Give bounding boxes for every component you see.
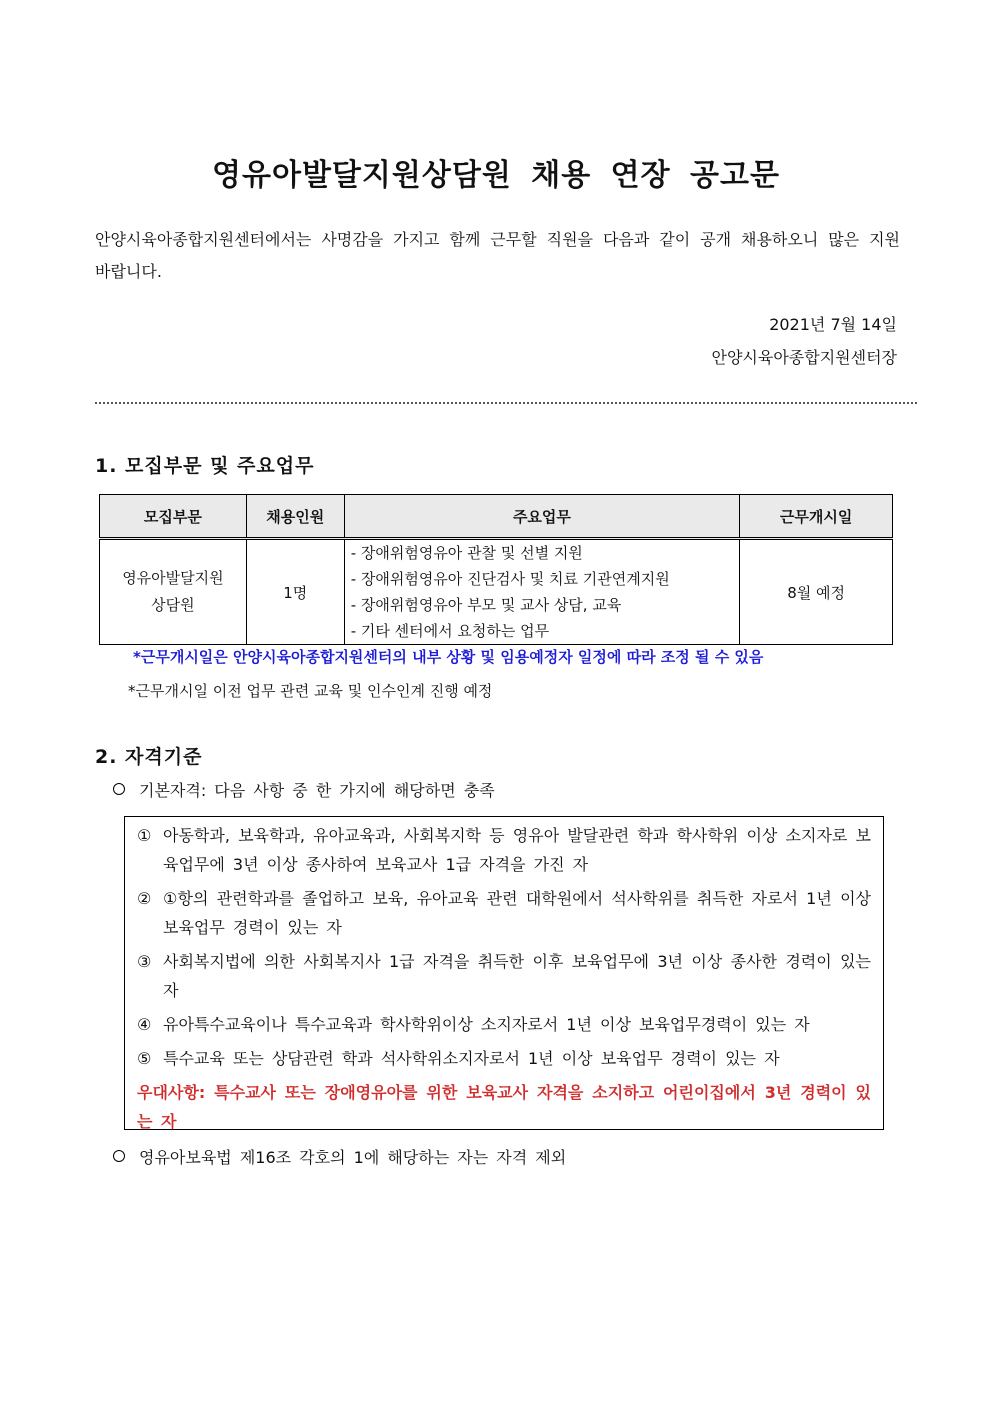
issuer-name: 안양시육아종합지원센터장: [711, 348, 897, 367]
duty-item: - 장애위험영유아 진단검사 및 치료 기관연계지원: [350, 570, 670, 588]
circle-bullet-icon: [113, 1150, 125, 1162]
circle-bullet-icon: [113, 783, 125, 795]
header-start-date: 근무개시일: [740, 495, 893, 539]
criteria-number: ②: [137, 889, 152, 908]
recruitment-table: [99, 494, 893, 645]
training-note: *근무개시일 이전 업무 관련 교육 및 인수인계 진행 예정: [128, 682, 493, 700]
duty-item: - 장애위험영유아 관찰 및 선별 지원: [350, 544, 583, 562]
criteria-item: [137, 1044, 871, 1073]
criteria-text: 유아특수교육이나 특수교육과 학사학위이상 소지자로서 1년 이상 보육업무경력이 있는 자: [163, 1015, 810, 1034]
announcement-date: 2021년 7월 14일: [769, 315, 897, 334]
exclusion-text: 영유아보육법 제16조 각호의 1에 해당하는 자는 자격 제외: [139, 1148, 567, 1167]
position-line1: 영유아발달지원: [122, 569, 224, 587]
preferred-qualification: 우대사항: 특수교사 또는 장애영유아를 위한 보육교사 자격을 소지하고 어린이집에서 3년 경력이 있는 자: [137, 1083, 871, 1131]
header-duties: 주요업무: [344, 495, 739, 539]
cell-start-date: 8월 예정: [740, 539, 893, 645]
criteria-text: ①항의 관련학과를 졸업하고 보육, 유아교육 관련 대학원에서 석사학위를 취득한 자로서 1년 이상 보육업무 경력이 있는 자: [163, 889, 871, 937]
duty-item: - 장애위험영유아 부모 및 교사 상담, 교육: [350, 596, 622, 614]
header-headcount: 채용인원: [246, 495, 344, 539]
basic-qualification-line: [113, 778, 495, 801]
position-line2: 상담원: [151, 596, 195, 614]
page-title: 영유아발달지원상담원 채용 연장 공고문: [212, 158, 780, 193]
criteria-text: 사회복지법에 의한 사회복지사 1급 자격을 취득한 이후 보육업무에 3년 이상 종사한 경력이 있는 자: [163, 952, 871, 1000]
intro-paragraph: 안양시육아종합지원센터에서는 사명감을 가지고 함께 근무할 직원을 다음과 같이 공개 채용하오니 많은 지원 바랍니다.: [95, 230, 900, 281]
criteria-number: ③: [137, 952, 152, 971]
cell-position: [100, 539, 247, 645]
criteria-number: ④: [137, 1015, 152, 1034]
header-position: 모집부문: [100, 495, 247, 539]
criteria-number: ⑤: [137, 1049, 152, 1068]
exclusion-line: [113, 1145, 566, 1168]
table-header-row: [100, 495, 893, 539]
section2-heading: 2. 자격기준: [95, 746, 203, 768]
criteria-box: [124, 816, 884, 1130]
dotted-divider: [95, 402, 917, 404]
criteria-item: [137, 1010, 871, 1039]
criteria-item: [137, 821, 871, 879]
criteria-text: 특수교육 또는 상담관련 학과 석사학위소지자로서 1년 이상 보육업무 경력이 있는 자: [163, 1049, 780, 1068]
criteria-item: [137, 884, 871, 942]
duty-item: - 기타 센터에서 요청하는 업무: [350, 622, 550, 640]
criteria-text: 아동학과, 보육학과, 유아교육과, 사회복지학 등 영유아 발달관련 학과 학사학위 이상 소지자로 보육업무에 3년 이상 종사하여 보육교사 1급 자격을 가진 자: [163, 826, 871, 874]
cell-headcount: 1명: [246, 539, 344, 645]
cell-duties: [344, 539, 739, 645]
table-row: [100, 539, 893, 645]
criteria-item: [137, 947, 871, 1005]
start-date-note: *근무개시일은 안양시육아종합지원센터의 내부 상황 및 임용예정자 일정에 따라 조정 될 수 있음: [133, 648, 764, 666]
section1-heading: 1. 모집부문 및 주요업무: [95, 455, 315, 477]
criteria-number: ①: [137, 826, 152, 845]
basic-qualification-text: 기본자격: 다음 사항 중 한 가지에 해당하면 충족: [139, 781, 495, 800]
